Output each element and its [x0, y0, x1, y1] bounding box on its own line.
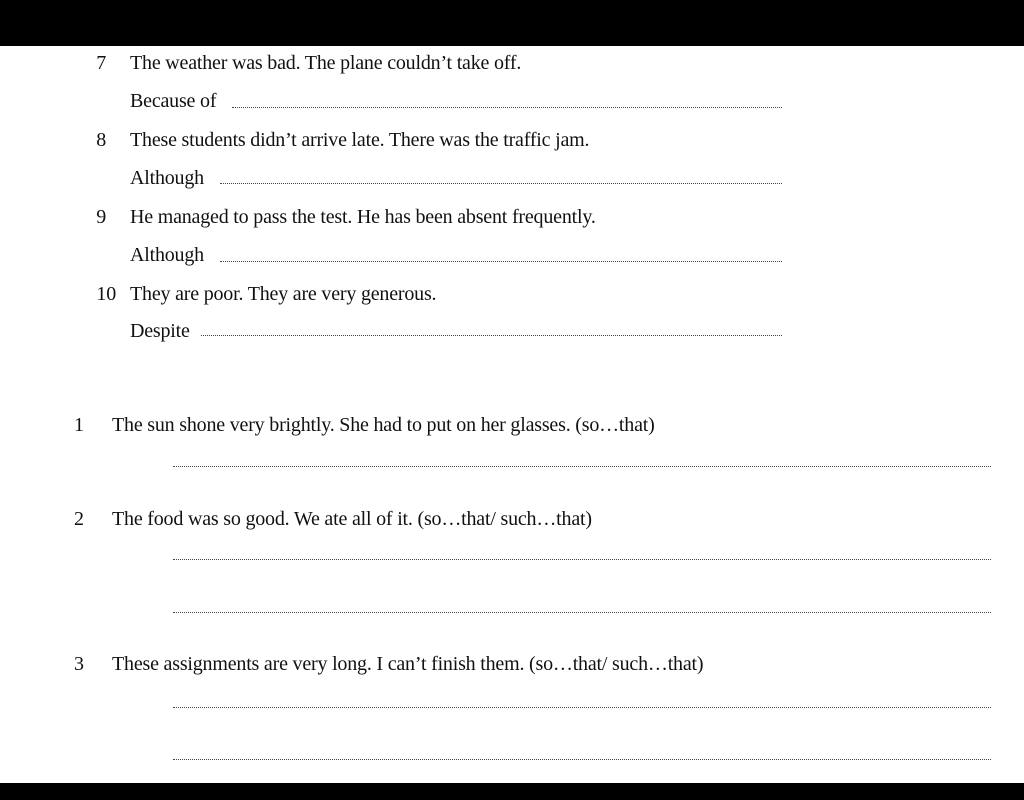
answer-line[interactable]: [173, 759, 991, 760]
item-number: 3: [74, 653, 84, 675]
top-black-border: [0, 0, 1024, 46]
item-prompt: These assignments are very long. I can’t finish them. (so…that/ such…that): [112, 653, 704, 675]
item-number: 10: [96, 283, 116, 305]
item-prompt: These students didn’t arrive late. There was the traffic jam.: [130, 129, 590, 151]
answer-line[interactable]: [220, 261, 782, 262]
item-starter: Although: [130, 244, 204, 266]
item-number: 2: [74, 508, 84, 530]
item-number: 1: [74, 414, 84, 436]
answer-line[interactable]: [173, 707, 991, 708]
item-starter: Although: [130, 167, 204, 189]
item-prompt: They are poor. They are very generous.: [130, 283, 437, 305]
item-number: 8: [96, 129, 106, 151]
answer-line[interactable]: [173, 559, 991, 560]
answer-line[interactable]: [173, 612, 991, 613]
answer-line[interactable]: [232, 107, 782, 108]
item-starter: Because of: [130, 90, 217, 112]
item-prompt: The food was so good. We ate all of it. (so…that/ such…that): [112, 508, 592, 530]
item-number: 9: [96, 206, 106, 228]
item-number: 7: [96, 52, 106, 74]
bottom-black-border: [0, 783, 1024, 800]
worksheet-page: [0, 46, 1024, 783]
item-prompt: The weather was bad. The plane couldn’t take off.: [130, 52, 522, 74]
item-prompt: The sun shone very brightly. She had to put on her glasses. (so…that): [112, 414, 655, 436]
answer-line[interactable]: [220, 183, 782, 184]
answer-line[interactable]: [173, 466, 991, 467]
answer-line[interactable]: [201, 335, 782, 336]
item-prompt: He managed to pass the test. He has been absent frequently.: [130, 206, 596, 228]
item-starter: Despite: [130, 320, 190, 342]
